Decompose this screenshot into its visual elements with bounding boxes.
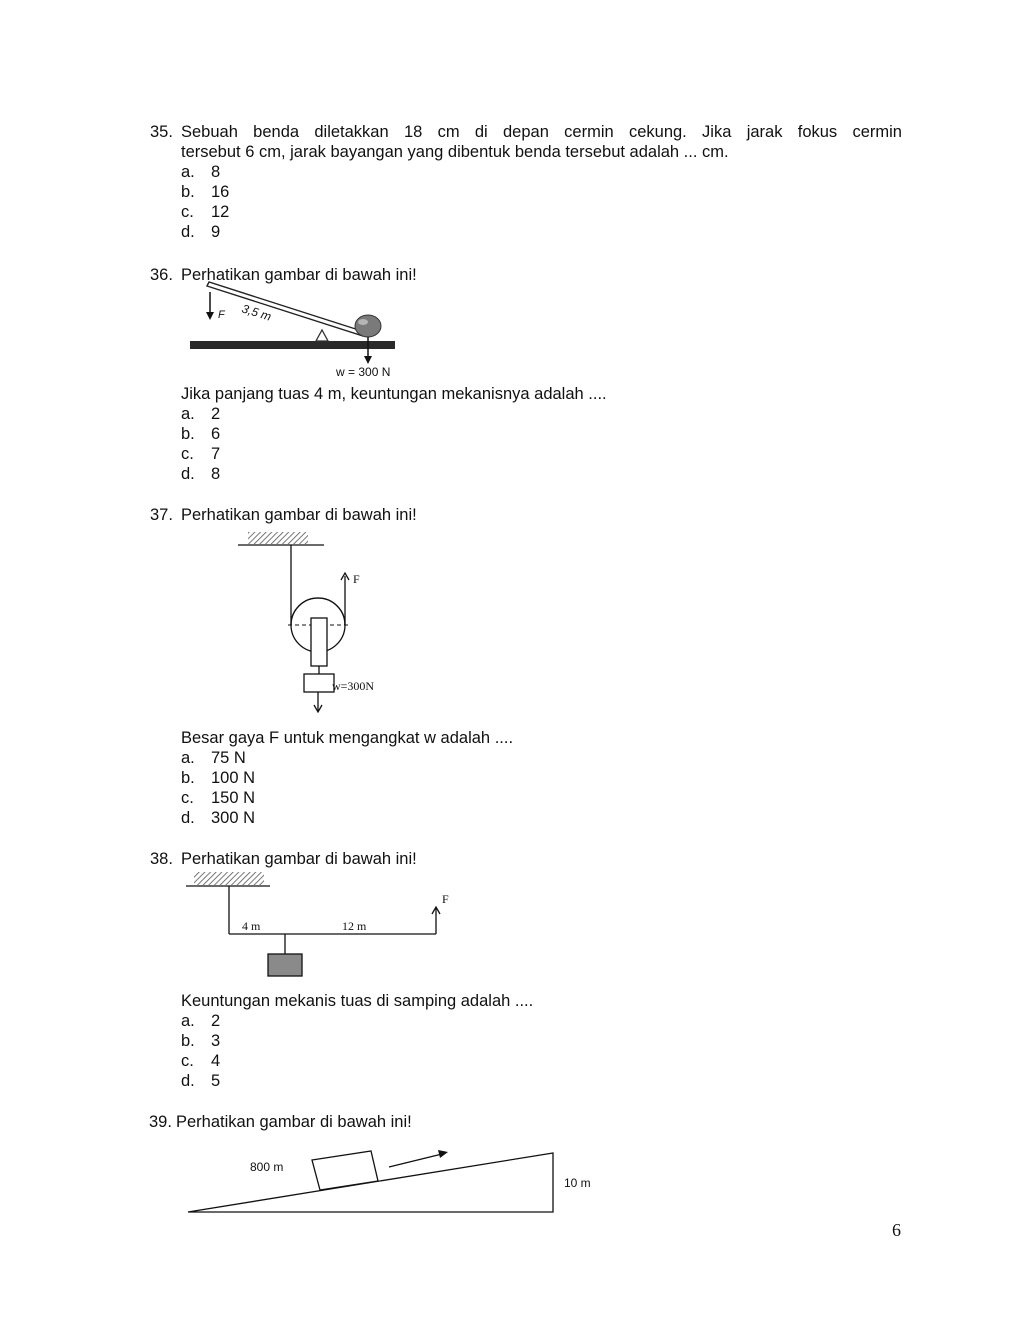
page-number: 6 [892,1220,901,1240]
question-text-line-1: Sebuah benda diletakkan 18 cm di depan cermin cekung. Jika jarak fokus cermin [181,123,902,141]
ground [190,341,395,349]
question-number: 36. [150,266,173,284]
option-d: d. 300 N [181,809,256,827]
question-text-line-2: tersebut 6 cm, jarak bayangan yang dibentuk benda tersebut adalah ... cm. [181,143,729,161]
inclined-plane-figure [180,1145,600,1220]
question-38-body [150,991,902,1091]
option-c: c. 12 [181,203,230,221]
length-label: 3,5 m [240,301,273,324]
force-label: F [218,309,225,321]
lever-rock-figure [185,282,400,382]
force-label: F [442,892,449,906]
question-instruction: Perhatikan gambar di bawah ini! [181,506,417,524]
question-number: 38. [150,850,173,868]
question-stem: Besar gaya F untuk mengangkat w adalah .... [181,729,514,747]
option-c: c. 7 [181,445,221,463]
question-38-header [150,849,902,869]
question-instruction: Perhatikan gambar di bawah ini! [181,850,417,868]
question-number: 37. [150,506,173,524]
option-a: a. 2 [181,1012,221,1030]
option-d: d. 9 [181,223,221,241]
ceiling-hatch [194,872,264,885]
load-box [268,954,302,976]
question-36-body [150,384,902,484]
option-d: d. 5 [181,1072,221,1090]
option-c: c. 150 N [181,789,256,807]
option-b: b. 6 [181,425,221,443]
question-stem: Jika panjang tuas 4 m, keuntungan mekanisnya adalah .... [181,385,607,403]
question-instruction: Perhatikan gambar di bawah ini! [181,266,417,284]
ceiling-hatch [248,532,308,544]
question-number: 39. [149,1113,172,1131]
option-b: b. 16 [181,183,230,201]
question-35 [150,122,902,242]
question-number: 35. [150,123,173,141]
lever-arm-figure [180,868,460,980]
option-b: b. 3 [181,1032,221,1050]
question-37-header [150,505,902,525]
question-stem: Keuntungan mekanis tuas di samping adalah .... [181,992,534,1010]
option-a: a. 75 N [181,749,246,767]
left-arm-label: 4 m [242,919,261,933]
question-39-header [149,1112,901,1132]
slope-label: 800 m [250,1160,284,1174]
weight-label: w = 300 N [336,365,391,379]
lever-bar [207,282,365,336]
rock [355,315,381,337]
force-label: F [353,572,360,586]
pulley-frame [311,618,327,666]
height-label: 10 m [564,1176,591,1190]
fulcrum [316,330,328,341]
question-instruction: Perhatikan gambar di bawah ini! [176,1113,412,1131]
option-a: a. 8 [181,163,221,181]
option-d: d. 8 [181,465,221,483]
option-b: b. 100 N [181,769,256,787]
weight-label: w=300N [332,679,375,693]
option-a: a. 2 [181,405,221,423]
right-arm-label: 12 m [342,919,367,933]
option-c: c. 4 [181,1052,221,1070]
load-box [304,674,334,692]
movable-pulley-figure [230,528,400,718]
motion-arrow [389,1154,442,1167]
question-37-body [150,728,902,828]
